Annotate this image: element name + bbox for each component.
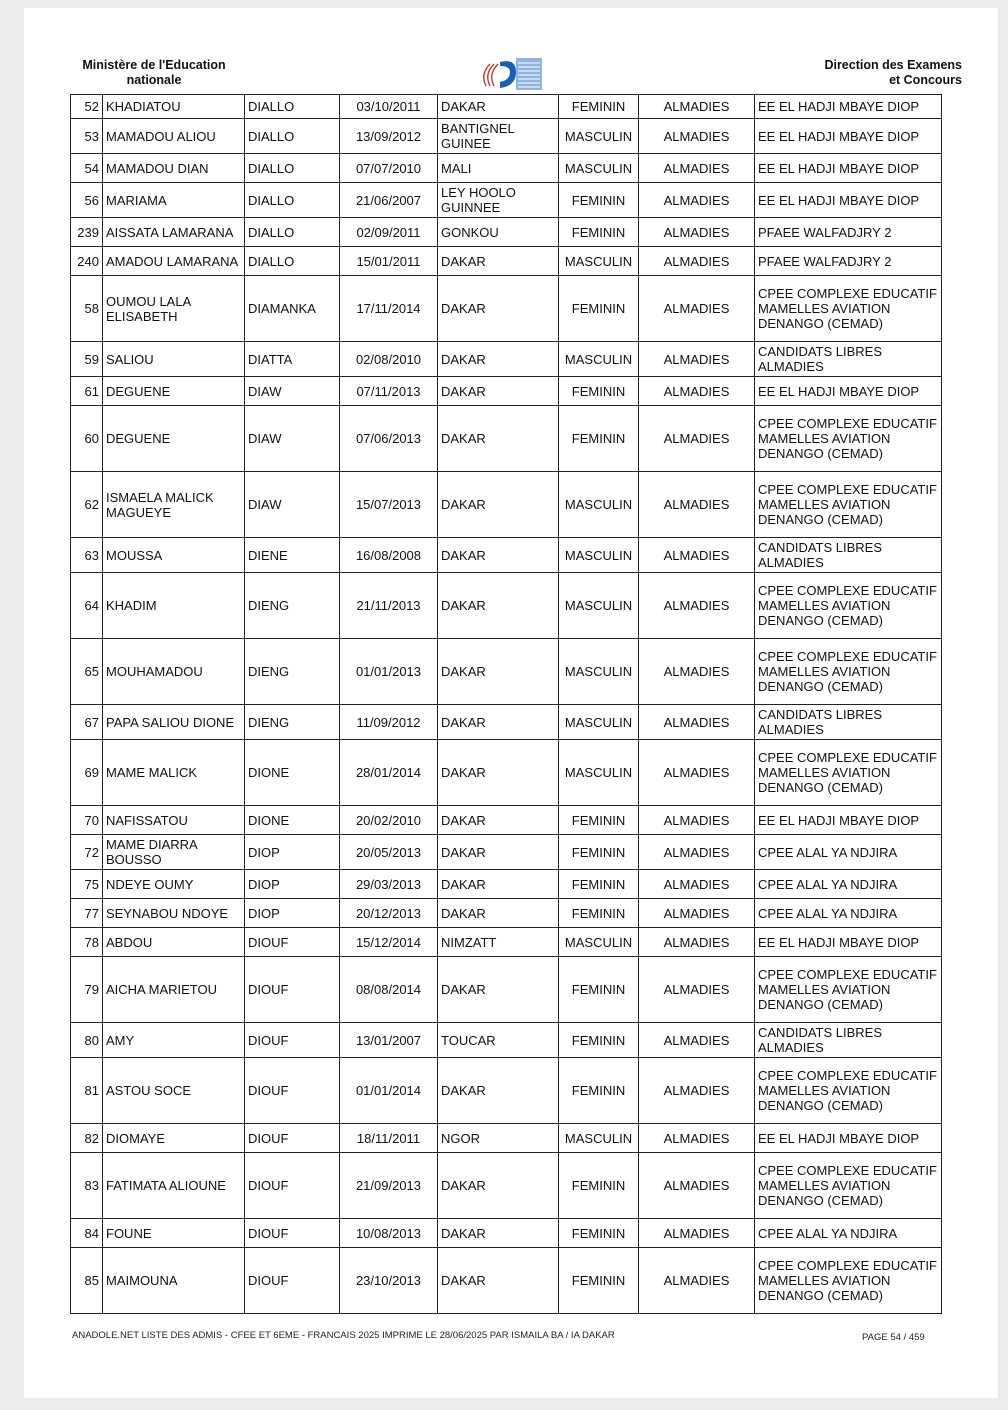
sex-cell: FEMININ	[559, 377, 639, 406]
row-number-cell: 67	[71, 705, 103, 740]
direction-line-1: Direction des Examens	[824, 58, 962, 72]
birth-date-cell: 10/08/2013	[340, 1219, 438, 1248]
table-row	[71, 928, 942, 957]
birth-date-cell: 20/12/2013	[340, 899, 438, 928]
row-number-cell: 81	[71, 1058, 103, 1124]
sex-cell: MASCULIN	[559, 928, 639, 957]
last-name-cell: DIOUF	[245, 1023, 340, 1058]
exam-center-cell: ALMADIES	[639, 870, 755, 899]
exam-center-cell: ALMADIES	[639, 806, 755, 835]
document-page	[24, 8, 998, 1398]
birth-place-cell: DAKAR	[438, 377, 559, 406]
last-name-cell: DIALLO	[245, 95, 340, 119]
birth-place-cell: GONKOU	[438, 218, 559, 247]
table-row	[71, 705, 942, 740]
birth-place-cell: DAKAR	[438, 1153, 559, 1219]
birth-place-cell: TOUCAR	[438, 1023, 559, 1058]
first-name-cell: ASTOU SOCE	[103, 1058, 245, 1124]
row-number-cell: 78	[71, 928, 103, 957]
last-name-cell: DIOUF	[245, 1219, 340, 1248]
school-cell: PFAEE WALFADJRY 2	[755, 218, 942, 247]
sex-cell: MASCULIN	[559, 538, 639, 573]
school-cell: EE EL HADJI MBAYE DIOP	[755, 154, 942, 183]
birth-date-cell: 15/12/2014	[340, 928, 438, 957]
birth-place-cell: DAKAR	[438, 247, 559, 276]
exam-center-cell: ALMADIES	[639, 342, 755, 377]
table-row	[71, 1219, 942, 1248]
birth-date-cell: 21/06/2007	[340, 183, 438, 218]
birth-place-cell: DAKAR	[438, 806, 559, 835]
exam-center-cell: ALMADIES	[639, 472, 755, 538]
exam-center-cell: ALMADIES	[639, 247, 755, 276]
last-name-cell: DIOUF	[245, 1153, 340, 1219]
exam-center-cell: ALMADIES	[639, 899, 755, 928]
sex-cell: FEMININ	[559, 1219, 639, 1248]
table-row	[71, 1153, 942, 1219]
school-cell: CPEE ALAL YA NDJIRA	[755, 835, 942, 870]
admitted-candidates-table	[70, 94, 942, 1314]
row-number-cell: 79	[71, 957, 103, 1023]
school-cell: CPEE ALAL YA NDJIRA	[755, 899, 942, 928]
row-number-cell: 82	[71, 1124, 103, 1153]
birth-place-cell: LEY HOOLO GUINNEE	[438, 183, 559, 218]
table-row	[71, 154, 942, 183]
exam-center-cell: ALMADIES	[639, 957, 755, 1023]
first-name-cell: ISMAELA MALICK MAGUEYE	[103, 472, 245, 538]
row-number-cell: 75	[71, 870, 103, 899]
birth-place-cell: DAKAR	[438, 406, 559, 472]
birth-place-cell: DAKAR	[438, 740, 559, 806]
last-name-cell: DIAW	[245, 472, 340, 538]
exam-center-cell: ALMADIES	[639, 276, 755, 342]
row-number-cell: 54	[71, 154, 103, 183]
last-name-cell: DIOP	[245, 899, 340, 928]
exam-center-cell: ALMADIES	[639, 705, 755, 740]
birth-place-cell: DAKAR	[438, 870, 559, 899]
birth-date-cell: 02/08/2010	[340, 342, 438, 377]
birth-place-cell: DAKAR	[438, 835, 559, 870]
exam-center-cell: ALMADIES	[639, 218, 755, 247]
sex-cell: FEMININ	[559, 276, 639, 342]
sex-cell: MASCULIN	[559, 472, 639, 538]
first-name-cell: ABDOU	[103, 928, 245, 957]
birth-date-cell: 13/09/2012	[340, 119, 438, 154]
last-name-cell: DIENG	[245, 639, 340, 705]
footer-text: ANADOLE.NET LISTE DES ADMIS - CFEE ET 6EME - FRANCAIS 2025 IMPRIME LE 28/06/2025 PAR ISMAILA BA / IA DAKAR	[72, 1330, 615, 1341]
first-name-cell: SEYNABOU NDOYE	[103, 899, 245, 928]
birth-place-cell: DAKAR	[438, 276, 559, 342]
row-number-cell: 85	[71, 1248, 103, 1314]
first-name-cell: PAPA SALIOU DIONE	[103, 705, 245, 740]
row-number-cell: 70	[71, 806, 103, 835]
row-number-cell: 60	[71, 406, 103, 472]
school-cell: CPEE COMPLEXE EDUCATIF MAMELLES AVIATION DENANGO (CEMAD)	[755, 1248, 942, 1314]
row-number-cell: 52	[71, 95, 103, 119]
first-name-cell: MARIAMA	[103, 183, 245, 218]
school-cell: CPEE COMPLEXE EDUCATIF MAMELLES AVIATION DENANGO (CEMAD)	[755, 1153, 942, 1219]
school-cell: CPEE COMPLEXE EDUCATIF MAMELLES AVIATION DENANGO (CEMAD)	[755, 406, 942, 472]
direction-line-2: et Concours	[889, 73, 962, 87]
exam-center-cell: ALMADIES	[639, 740, 755, 806]
birth-date-cell: 11/09/2012	[340, 705, 438, 740]
birth-place-cell: DAKAR	[438, 472, 559, 538]
last-name-cell: DIONE	[245, 806, 340, 835]
birth-date-cell: 20/02/2010	[340, 806, 438, 835]
sex-cell: FEMININ	[559, 806, 639, 835]
sex-cell: MASCULIN	[559, 119, 639, 154]
first-name-cell: AMADOU LAMARANA	[103, 247, 245, 276]
table-row	[71, 806, 942, 835]
last-name-cell: DIATTA	[245, 342, 340, 377]
last-name-cell: DIOUF	[245, 957, 340, 1023]
table-row	[71, 218, 942, 247]
exam-center-cell: ALMADIES	[639, 183, 755, 218]
sex-cell: MASCULIN	[559, 154, 639, 183]
birth-place-cell: BANTIGNEL GUINEE	[438, 119, 559, 154]
school-cell: CPEE ALAL YA NDJIRA	[755, 870, 942, 899]
last-name-cell: DIALLO	[245, 119, 340, 154]
exam-center-cell: ALMADIES	[639, 1023, 755, 1058]
row-number-cell: 69	[71, 740, 103, 806]
first-name-cell: MAIMOUNA	[103, 1248, 245, 1314]
birth-place-cell: MALI	[438, 154, 559, 183]
first-name-cell: MAME MALICK	[103, 740, 245, 806]
first-name-cell: NDEYE OUMY	[103, 870, 245, 899]
first-name-cell: AMY	[103, 1023, 245, 1058]
school-cell: EE EL HADJI MBAYE DIOP	[755, 1124, 942, 1153]
table-row	[71, 870, 942, 899]
last-name-cell: DIENE	[245, 538, 340, 573]
row-number-cell: 56	[71, 183, 103, 218]
last-name-cell: DIOP	[245, 870, 340, 899]
birth-place-cell: DAKAR	[438, 573, 559, 639]
sex-cell: FEMININ	[559, 1153, 639, 1219]
last-name-cell: DIENG	[245, 573, 340, 639]
first-name-cell: AISSATA LAMARANA	[103, 218, 245, 247]
sex-cell: MASCULIN	[559, 342, 639, 377]
row-number-cell: 58	[71, 276, 103, 342]
direction-header	[774, 58, 962, 88]
first-name-cell: MOUSSA	[103, 538, 245, 573]
table-row	[71, 342, 942, 377]
birth-date-cell: 23/10/2013	[340, 1248, 438, 1314]
first-name-cell: MAMADOU ALIOU	[103, 119, 245, 154]
last-name-cell: DIALLO	[245, 183, 340, 218]
sex-cell: FEMININ	[559, 835, 639, 870]
table-row	[71, 183, 942, 218]
school-cell: CPEE COMPLEXE EDUCATIF MAMELLES AVIATION DENANGO (CEMAD)	[755, 276, 942, 342]
sex-cell: FEMININ	[559, 1248, 639, 1314]
sex-cell: FEMININ	[559, 95, 639, 119]
sex-cell: FEMININ	[559, 1023, 639, 1058]
last-name-cell: DIONE	[245, 740, 340, 806]
sex-cell: FEMININ	[559, 183, 639, 218]
ministry-line-1: Ministère de l'Education	[82, 58, 226, 72]
row-number-cell: 83	[71, 1153, 103, 1219]
birth-place-cell: NGOR	[438, 1124, 559, 1153]
school-cell: EE EL HADJI MBAYE DIOP	[755, 928, 942, 957]
first-name-cell: MAMADOU DIAN	[103, 154, 245, 183]
first-name-cell: DEGUENE	[103, 377, 245, 406]
row-number-cell: 80	[71, 1023, 103, 1058]
birth-date-cell: 21/09/2013	[340, 1153, 438, 1219]
sex-cell: FEMININ	[559, 957, 639, 1023]
table-row	[71, 247, 942, 276]
row-number-cell: 62	[71, 472, 103, 538]
last-name-cell: DIENG	[245, 705, 340, 740]
birth-date-cell: 16/08/2008	[340, 538, 438, 573]
school-cell: CANDIDATS LIBRES ALMADIES	[755, 705, 942, 740]
birth-date-cell: 21/11/2013	[340, 573, 438, 639]
page-number: PAGE 54 / 459	[862, 1332, 925, 1343]
school-cell: CPEE COMPLEXE EDUCATIF MAMELLES AVIATION DENANGO (CEMAD)	[755, 740, 942, 806]
school-cell: CPEE COMPLEXE EDUCATIF MAMELLES AVIATION DENANGO (CEMAD)	[755, 472, 942, 538]
table-row	[71, 835, 942, 870]
last-name-cell: DIALLO	[245, 218, 340, 247]
birth-date-cell: 17/11/2014	[340, 276, 438, 342]
last-name-cell: DIOUF	[245, 928, 340, 957]
exam-center-cell: ALMADIES	[639, 1124, 755, 1153]
birth-date-cell: 01/01/2013	[340, 639, 438, 705]
row-number-cell: 72	[71, 835, 103, 870]
exam-center-cell: ALMADIES	[639, 119, 755, 154]
last-name-cell: DIAW	[245, 377, 340, 406]
first-name-cell: DIOMAYE	[103, 1124, 245, 1153]
birth-date-cell: 07/07/2010	[340, 154, 438, 183]
table-row	[71, 1058, 942, 1124]
row-number-cell: 77	[71, 899, 103, 928]
first-name-cell: FATIMATA ALIOUNE	[103, 1153, 245, 1219]
school-cell: CPEE ALAL YA NDJIRA	[755, 1219, 942, 1248]
birth-date-cell: 28/01/2014	[340, 740, 438, 806]
row-number-cell: 240	[71, 247, 103, 276]
sex-cell: FEMININ	[559, 899, 639, 928]
first-name-cell: FOUNE	[103, 1219, 245, 1248]
exam-center-cell: ALMADIES	[639, 1058, 755, 1124]
birth-date-cell: 20/05/2013	[340, 835, 438, 870]
row-number-cell: 239	[71, 218, 103, 247]
table-row	[71, 957, 942, 1023]
sex-cell: MASCULIN	[559, 705, 639, 740]
school-cell: CPEE COMPLEXE EDUCATIF MAMELLES AVIATION DENANGO (CEMAD)	[755, 957, 942, 1023]
table-row	[71, 1124, 942, 1153]
exam-center-cell: ALMADIES	[639, 573, 755, 639]
last-name-cell: DIOUF	[245, 1058, 340, 1124]
table-row	[71, 639, 942, 705]
table-row	[71, 406, 942, 472]
table-row	[71, 377, 942, 406]
last-name-cell: DIAMANKA	[245, 276, 340, 342]
row-number-cell: 84	[71, 1219, 103, 1248]
exam-center-cell: ALMADIES	[639, 538, 755, 573]
row-number-cell: 59	[71, 342, 103, 377]
sex-cell: MASCULIN	[559, 740, 639, 806]
ministry-line-2: nationale	[126, 73, 182, 87]
exam-center-cell: ALMADIES	[639, 154, 755, 183]
last-name-cell: DIOP	[245, 835, 340, 870]
birth-place-cell: DAKAR	[438, 95, 559, 119]
table-row	[71, 899, 942, 928]
sex-cell: MASCULIN	[559, 1124, 639, 1153]
row-number-cell: 64	[71, 573, 103, 639]
sex-cell: MASCULIN	[559, 639, 639, 705]
row-number-cell: 63	[71, 538, 103, 573]
last-name-cell: DIALLO	[245, 154, 340, 183]
birth-date-cell: 03/10/2011	[340, 95, 438, 119]
birth-date-cell: 08/08/2014	[340, 957, 438, 1023]
last-name-cell: DIALLO	[245, 247, 340, 276]
sex-cell: FEMININ	[559, 870, 639, 899]
first-name-cell: DEGUENE	[103, 406, 245, 472]
birth-date-cell: 13/01/2007	[340, 1023, 438, 1058]
exam-center-cell: ALMADIES	[639, 639, 755, 705]
exam-center-cell: ALMADIES	[639, 835, 755, 870]
birth-place-cell: DAKAR	[438, 705, 559, 740]
first-name-cell: SALIOU	[103, 342, 245, 377]
birth-place-cell: DAKAR	[438, 1058, 559, 1124]
birth-date-cell: 15/01/2011	[340, 247, 438, 276]
school-cell: EE EL HADJI MBAYE DIOP	[755, 95, 942, 119]
first-name-cell: NAFISSATOU	[103, 806, 245, 835]
last-name-cell: DIAW	[245, 406, 340, 472]
ministry-logo	[476, 56, 548, 92]
first-name-cell: KHADIATOU	[103, 95, 245, 119]
school-cell: EE EL HADJI MBAYE DIOP	[755, 806, 942, 835]
exam-center-cell: ALMADIES	[639, 1153, 755, 1219]
birth-date-cell: 18/11/2011	[340, 1124, 438, 1153]
school-cell: CPEE COMPLEXE EDUCATIF MAMELLES AVIATION DENANGO (CEMAD)	[755, 1058, 942, 1124]
table-row	[71, 538, 942, 573]
table-row	[71, 1248, 942, 1314]
school-cell: CANDIDATS LIBRES ALMADIES	[755, 1023, 942, 1058]
first-name-cell: MAME DIARRA BOUSSO	[103, 835, 245, 870]
birth-place-cell: DAKAR	[438, 1219, 559, 1248]
birth-place-cell: DAKAR	[438, 899, 559, 928]
birth-place-cell: DAKAR	[438, 639, 559, 705]
table-row	[71, 95, 942, 119]
exam-center-cell: ALMADIES	[639, 1219, 755, 1248]
table-row	[71, 740, 942, 806]
school-cell: CPEE COMPLEXE EDUCATIF MAMELLES AVIATION DENANGO (CEMAD)	[755, 639, 942, 705]
sex-cell: FEMININ	[559, 218, 639, 247]
table-row	[71, 573, 942, 639]
exam-center-cell: ALMADIES	[639, 928, 755, 957]
row-number-cell: 65	[71, 639, 103, 705]
school-cell: PFAEE WALFADJRY 2	[755, 247, 942, 276]
last-name-cell: DIOUF	[245, 1124, 340, 1153]
last-name-cell: DIOUF	[245, 1248, 340, 1314]
birth-place-cell: DAKAR	[438, 538, 559, 573]
table-row	[71, 1023, 942, 1058]
exam-center-cell: ALMADIES	[639, 406, 755, 472]
row-number-cell: 61	[71, 377, 103, 406]
table-row	[71, 119, 942, 154]
exam-center-cell: ALMADIES	[639, 1248, 755, 1314]
birth-date-cell: 15/07/2013	[340, 472, 438, 538]
birth-place-cell: DAKAR	[438, 342, 559, 377]
first-name-cell: MOUHAMADOU	[103, 639, 245, 705]
birth-place-cell: DAKAR	[438, 957, 559, 1023]
sex-cell: MASCULIN	[559, 247, 639, 276]
table-row	[71, 276, 942, 342]
birth-date-cell: 02/09/2011	[340, 218, 438, 247]
birth-date-cell: 07/11/2013	[340, 377, 438, 406]
birth-place-cell: NIMZATT	[438, 928, 559, 957]
ministry-header	[70, 58, 238, 88]
exam-center-cell: ALMADIES	[639, 377, 755, 406]
school-cell: CANDIDATS LIBRES ALMADIES	[755, 538, 942, 573]
first-name-cell: AICHA MARIETOU	[103, 957, 245, 1023]
first-name-cell: OUMOU LALA ELISABETH	[103, 276, 245, 342]
sex-cell: FEMININ	[559, 1058, 639, 1124]
first-name-cell: KHADIM	[103, 573, 245, 639]
sex-cell: FEMININ	[559, 406, 639, 472]
school-cell: EE EL HADJI MBAYE DIOP	[755, 119, 942, 154]
birth-date-cell: 29/03/2013	[340, 870, 438, 899]
row-number-cell: 53	[71, 119, 103, 154]
sex-cell: MASCULIN	[559, 573, 639, 639]
birth-date-cell: 07/06/2013	[340, 406, 438, 472]
school-cell: CPEE COMPLEXE EDUCATIF MAMELLES AVIATION DENANGO (CEMAD)	[755, 573, 942, 639]
birth-date-cell: 01/01/2014	[340, 1058, 438, 1124]
school-cell: EE EL HADJI MBAYE DIOP	[755, 377, 942, 406]
table-row	[71, 472, 942, 538]
school-cell: EE EL HADJI MBAYE DIOP	[755, 183, 942, 218]
birth-place-cell: DAKAR	[438, 1248, 559, 1314]
exam-center-cell: ALMADIES	[639, 95, 755, 119]
school-cell: CANDIDATS LIBRES ALMADIES	[755, 342, 942, 377]
